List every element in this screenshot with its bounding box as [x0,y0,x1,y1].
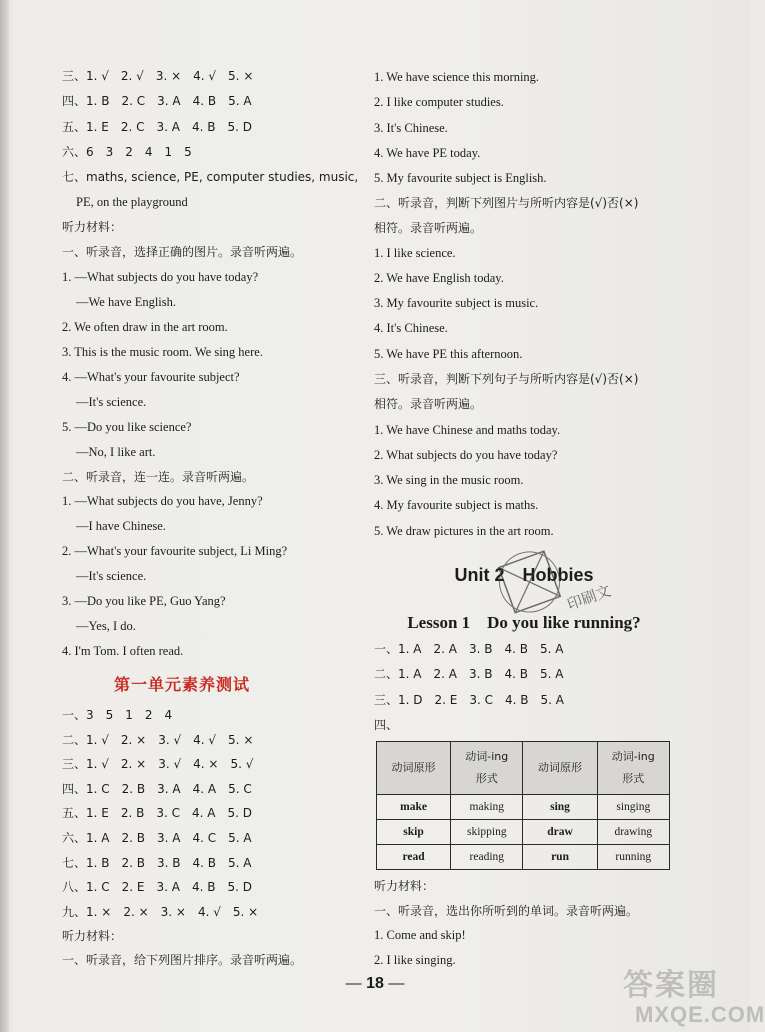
script-line: 3. My favourite subject is music. [374,296,539,310]
answer-line: 五、1. E 2. C 3. A 4. B 5. D [62,120,252,134]
script-line: 3. We sing in the music room. [374,473,524,487]
answer-line: 三、1. D 2. E 3. C 4. B 5. A [374,693,564,707]
page-number: — 18 — [345,975,405,992]
script-line: 1. —What subjects do you have, Jenny? [62,494,263,508]
answer-line: 一、3 5 1 2 4 [62,708,173,722]
section-instruction: 相符。录音听两遍。 [374,397,483,411]
table-row [377,845,670,870]
script-line: 1. —What subjects do you have today? [62,270,259,284]
script-line: 4. —What's your favourite subject? [62,370,240,384]
table-cell: read [377,845,451,870]
script-line: 4. We have PE today. [374,146,481,160]
table-cell: draw [523,820,597,845]
script-line: 4. I'm Tom. I often read. [62,644,184,658]
script-line: —It's science. [76,395,147,409]
script-line: —I have Chinese. [76,519,166,533]
section-instruction: 一、听录音，选择正确的图片。录音听两遍。 [62,245,303,259]
script-line: 3. It's Chinese. [374,121,448,135]
script-line: 4. It's Chinese. [374,321,448,335]
unit-test-title: 第一单元素养测试 [113,675,250,694]
table-row [377,795,670,820]
script-line: 2. What subjects do you have today? [374,448,558,462]
table-cell: running [597,845,669,870]
table-cell: drawing [597,820,669,845]
answer-line: 七、1. B 2. B 3. B 4. B 5. A [62,856,252,870]
script-line: 2. I like singing. [374,953,456,967]
script-line: 2. I like computer studies. [374,95,504,109]
table-header-cell: 动词-ing 形式 [451,742,523,795]
script-line: 3. —Do you like PE, Guo Yang? [62,594,226,608]
answer-line: 二、1. √ 2. × 3. √ 4. √ 5. × [62,733,254,747]
listening-heading: 听力材料： [374,879,435,893]
table-header-cell: 动词原形 [377,742,451,795]
page-spine-shadow [0,0,9,1032]
script-line: 2. We often draw in the art room. [62,320,228,334]
script-line: 1. We have Chinese and maths today. [374,423,561,437]
table-cell: skipping [451,820,523,845]
answer-line: 四、 [374,718,399,732]
answer-line: 六、1. A 2. B 3. A 4. C 5. A [62,831,252,845]
table-cell: make [377,795,451,820]
site-watermark: 答案圈 MXQE.COM [623,968,765,1027]
script-line: 1. Come and skip! [374,928,466,942]
page-number-value: 18 [366,975,384,992]
script-line: 4. My favourite subject is maths. [374,498,539,512]
listening-heading: 听力材料： [62,220,123,234]
section-instruction: 相符。录音听两遍。 [374,221,483,235]
script-line: 5. —Do you like science? [62,420,192,434]
section-instruction: 一、听录音，选出你所听到的单词。录音听两遍。 [374,904,639,918]
script-line: —Yes, I do. [76,619,136,633]
answer-line: 八、1. C 2. E 3. A 4. B 5. D [62,880,252,894]
script-line: 5. My favourite subject is English. [374,171,547,185]
script-line: 3. This is the music room. We sing here. [62,345,263,359]
script-line: —It's science. [76,569,147,583]
script-line: —No, I like art. [76,445,156,459]
table-header-row [377,742,670,795]
section-instruction: 一、听录音，给下列图片排序。录音听两遍。 [62,953,303,967]
table-header-cell: 动词原形 [523,742,597,795]
svg-text:印刷文: 印刷文 [564,581,614,614]
script-line: 2. We have English today. [374,271,504,285]
lesson-title: Lesson 1 Do you like running? [407,613,641,632]
listening-heading: 听力材料： [62,929,123,943]
script-line: 2. —What's your favourite subject, Li Ming? [62,544,288,558]
section-instruction: 三、听录音，判断下列句子与所听内容是(√)否(×) [374,372,639,386]
table-cell: sing [523,795,597,820]
script-line: 5. We have PE this afternoon. [374,347,523,361]
table-cell: singing [597,795,669,820]
unit-title: Unit 2 Hobbies [454,565,594,585]
answer-line: PE, on the playground [76,195,188,209]
answer-line: 三、1. √ 2. × 3. √ 4. × 5. √ [62,757,254,771]
table-cell: reading [451,845,523,870]
table-row [377,820,670,845]
answer-line: 三、1. √ 2. √ 3. × 4. √ 5. × [62,69,254,83]
answer-line: 四、1. B 2. C 3. A 4. B 5. A [62,94,252,108]
answer-line: 六、6 3 2 4 1 5 [62,145,192,159]
verb-forms-table [376,741,670,870]
answer-line: 四、1. C 2. B 3. A 4. A 5. C [62,782,252,796]
answer-line: 二、1. A 2. A 3. B 4. B 5. A [374,667,564,681]
answer-line: 九、1. × 2. × 3. × 4. √ 5. × [62,905,259,919]
answer-line: 七、maths, science, PE, computer studies, music, [62,170,359,184]
answer-line: 五、1. E 2. B 3. C 4. A 5. D [62,806,252,820]
section-instruction: 二、听录音，连一连。录音听两遍。 [62,470,255,484]
table-header-cell: 动词-ing 形式 [597,742,669,795]
script-line: —We have English. [76,295,177,309]
script-line: 1. I like science. [374,246,456,260]
table-cell: run [523,845,597,870]
section-instruction: 二、听录音，判断下列图片与所听内容是(√)否(×) [374,196,639,210]
answer-line: 一、1. A 2. A 3. B 4. B 5. A [374,642,564,656]
table-cell: skip [377,820,451,845]
script-line: 1. We have science this morning. [374,70,540,84]
table-cell: making [451,795,523,820]
script-line: 5. We draw pictures in the art room. [374,524,554,538]
